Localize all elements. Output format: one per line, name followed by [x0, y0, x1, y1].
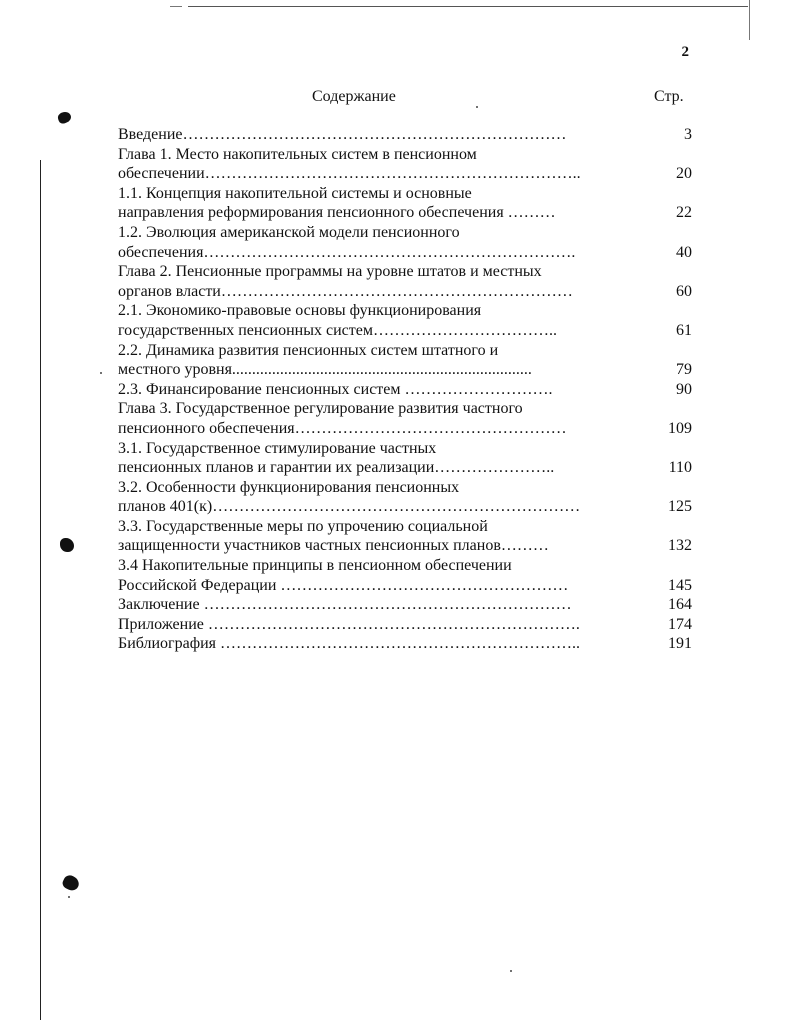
toc-entry-line — [118, 243, 692, 263]
toc-entry-text: Введение……………………………………………………………… — [118, 126, 567, 143]
toc-entry-line — [118, 478, 692, 498]
toc-entry-line — [118, 634, 692, 654]
toc-entry-line — [118, 419, 692, 439]
toc-entry-text: обеспечения……………………………………………………………. — [118, 243, 576, 261]
toc-entry-line — [118, 184, 692, 204]
toc-entry-line — [118, 556, 692, 576]
toc-entry-line — [118, 164, 692, 184]
toc-entry-text: обеспечении…………………………………………………………….. — [118, 165, 581, 183]
toc-entry-page: 90 — [676, 380, 692, 398]
toc-entry-text: 2.1. Экономико-правовые основы функционирования — [118, 302, 482, 320]
toc-entry — [118, 399, 692, 438]
toc-entry-text: Библиография ………………………………………………………….. — [118, 635, 580, 653]
toc-entry — [118, 556, 692, 595]
toc-entry-line — [118, 380, 692, 400]
scan-speck — [510, 970, 512, 972]
scan-edge-top — [188, 6, 748, 7]
toc-entry-page: 125 — [668, 498, 692, 516]
toc-entry-line — [118, 595, 692, 615]
toc-entry-text: Приложение ……………………………………………………………. — [118, 615, 580, 633]
toc-entry-text: Глава 3. Государственное регулирование развития частного — [118, 400, 523, 418]
toc-entry — [118, 184, 692, 223]
toc-entry-line — [118, 615, 692, 635]
toc-entry-text: 2.2. Динамика развития пенсионных систем штатного и — [118, 341, 499, 359]
toc-entry — [118, 223, 692, 262]
scan-edge-right — [749, 0, 750, 40]
scan-hole-mark — [61, 873, 81, 892]
toc-entry-text: государственных пенсионных систем…………………………….. — [118, 321, 557, 339]
toc-entry — [118, 380, 692, 400]
toc-entry-text: Российской Федерации ……………………………………………… — [118, 576, 569, 594]
toc-entry-text: Заключение …………………………………………………………… — [118, 596, 572, 614]
toc-entry-text: 1.1. Концепция накопительной системы и основные — [118, 184, 472, 202]
toc-entry — [118, 125, 692, 145]
toc-entry-line — [118, 321, 692, 341]
toc-entry-page: 132 — [668, 537, 692, 555]
toc-entry-page: 79 — [676, 361, 692, 379]
toc-entry — [118, 615, 692, 635]
toc-entry-line — [118, 125, 692, 145]
toc-entry-line — [118, 262, 692, 282]
scan-speck — [68, 896, 70, 898]
toc-entry-text: 3.2. Особенности функционирования пенсионных — [118, 478, 460, 496]
toc-entry-line — [118, 399, 692, 419]
toc-entry-line — [118, 536, 692, 556]
scan-hole-mark — [57, 110, 73, 125]
toc-entry-page: 40 — [676, 243, 692, 261]
toc-entry — [118, 301, 692, 340]
toc-entry-text: Глава 1. Место накопительных систем в пенсионном — [118, 145, 477, 163]
toc-entry — [118, 478, 692, 517]
toc-entry-line — [118, 439, 692, 459]
toc-entry-text: 3.3. Государственные меры по упрочению социальной — [118, 517, 488, 535]
toc-entry-page: 191 — [668, 635, 692, 653]
toc-entry-text: органов власти………………………………………………………… — [118, 282, 573, 300]
toc-entry — [118, 595, 692, 615]
toc-entry-line — [118, 223, 692, 243]
toc-entry-line — [118, 341, 692, 361]
toc-entry-page: 109 — [668, 419, 692, 437]
toc-entry-page: 61 — [676, 321, 692, 339]
toc-entry-line — [118, 360, 692, 380]
toc-entry-line — [118, 576, 692, 596]
toc-entry — [118, 341, 692, 380]
toc-entry-line — [118, 517, 692, 537]
scan-speck — [476, 106, 478, 108]
toc-entry-page: 20 — [676, 165, 692, 183]
toc-title: Содержание — [312, 88, 396, 105]
toc-entry — [118, 262, 692, 301]
toc-entry-line — [118, 301, 692, 321]
toc-entry — [118, 439, 692, 478]
toc-entry-line — [118, 203, 692, 223]
toc-entry-line — [118, 497, 692, 517]
table-of-contents — [118, 125, 692, 654]
scan-edge-tick — [170, 6, 182, 7]
toc-entry-page: 164 — [668, 596, 692, 614]
toc-entry-page: 110 — [668, 459, 692, 477]
toc-entry-page: 174 — [668, 615, 692, 633]
scan-speck — [100, 372, 102, 374]
toc-entry — [118, 145, 692, 184]
toc-entry-text: пенсионного обеспечения…………………………………………… — [118, 419, 567, 437]
toc-entry-page: 3 — [684, 126, 692, 143]
toc-entry-text: пенсионных планов и гарантии их реализации………………….. — [118, 459, 555, 477]
toc-entry-page: 145 — [668, 576, 692, 594]
toc-entry-text: защищенности участников частных пенсионных планов……… — [118, 537, 549, 555]
toc-entry-text: направления реформирования пенсионного обеспечения ……… — [118, 204, 556, 222]
scan-hole-mark — [60, 538, 74, 552]
toc-entry-text: местного уровня........................................................................... — [118, 361, 532, 379]
toc-entry-text: Глава 2. Пенсионные программы на уровне штатов и местных — [118, 263, 542, 281]
page-number: 2 — [681, 44, 689, 60]
toc-entry-page: 22 — [676, 204, 692, 222]
toc-entry — [118, 517, 692, 556]
toc-entry-line — [118, 458, 692, 478]
toc-entry-line — [118, 282, 692, 302]
toc-entry-page: 60 — [676, 282, 692, 300]
page-column-header: Стр. — [654, 88, 684, 105]
scan-edge-left — [40, 160, 41, 1020]
toc-entry-text: планов 401(к)…………………………………………………………… — [118, 498, 581, 516]
toc-entry-text: 3.4 Накопительные принципы в пенсионном обеспечении — [118, 557, 512, 575]
toc-entry-text: 1.2. Эволюция американской модели пенсионного — [118, 223, 460, 241]
toc-entry-line — [118, 145, 692, 165]
toc-entry — [118, 634, 692, 654]
toc-entry-text: 2.3. Финансирование пенсионных систем ………………………. — [118, 380, 553, 398]
toc-entry-text: 3.1. Государственное стимулирование частных — [118, 439, 437, 457]
